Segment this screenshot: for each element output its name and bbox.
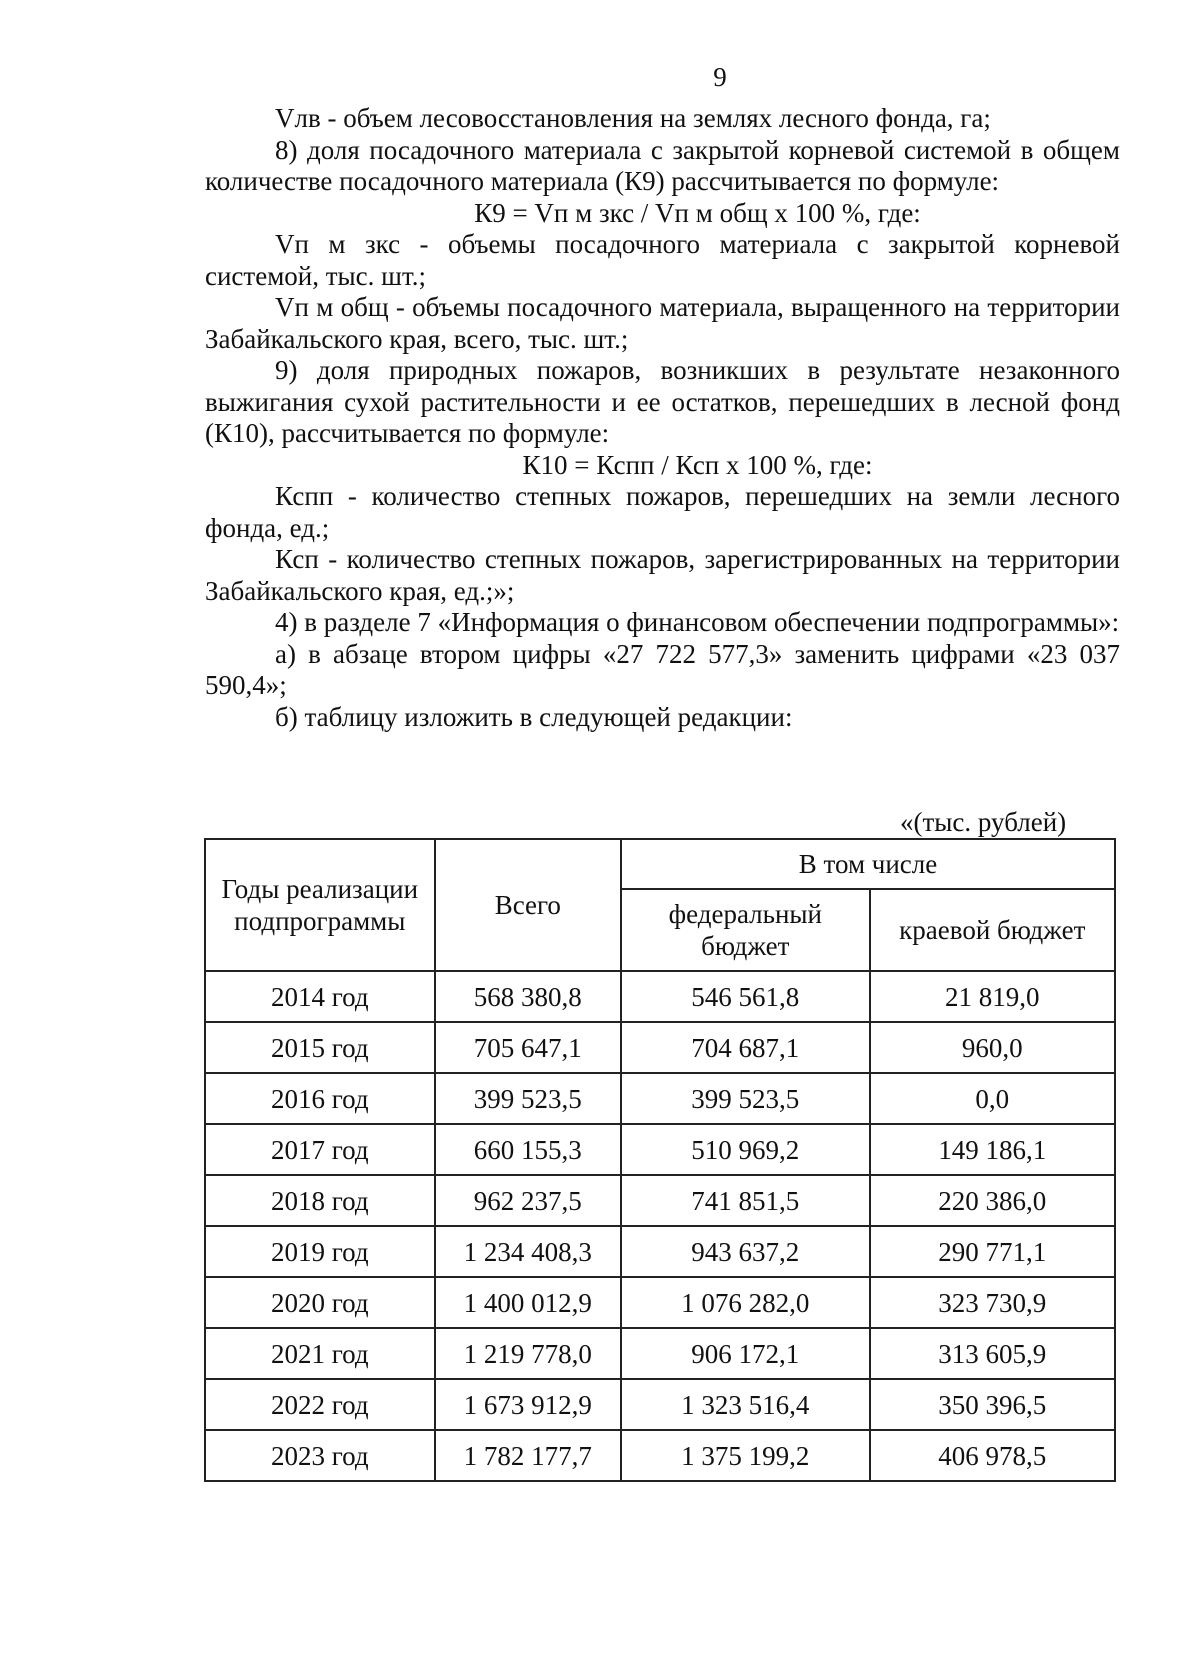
table-row — [205, 1277, 1115, 1328]
cell-regional: 350 396,5 — [870, 1379, 1115, 1430]
paragraph-item-9: 9) доля природных пожаров, возникших в результате незаконного выжигания сухой растительности и ее остатков, перешедших в лесной фонд (К10), рассчитывается по формуле: — [205, 355, 1120, 448]
cell-federal: 510 969,2 — [621, 1124, 870, 1175]
table-row — [205, 1175, 1115, 1226]
header-federal: федеральный бюджет — [621, 889, 870, 971]
table-row — [205, 1430, 1115, 1481]
cell-year: 2015 год — [205, 1022, 435, 1073]
table-row — [205, 1328, 1115, 1379]
cell-federal: 1 375 199,2 — [621, 1430, 870, 1481]
cell-total: 1 400 012,9 — [435, 1277, 621, 1328]
cell-year: 2023 год — [205, 1430, 435, 1481]
cell-federal: 704 687,1 — [621, 1022, 870, 1073]
cell-year: 2019 год — [205, 1226, 435, 1277]
table-row — [205, 971, 1115, 1022]
cell-federal: 399 523,5 — [621, 1073, 870, 1124]
table-body — [205, 971, 1115, 1481]
table-row — [205, 1379, 1115, 1430]
cell-regional: 960,0 — [870, 1022, 1115, 1073]
cell-regional: 290 771,1 — [870, 1226, 1115, 1277]
cell-regional: 220 386,0 — [870, 1175, 1115, 1226]
page-number-text: 9 — [713, 62, 727, 92]
formula-k10: К10 = Кспп / Ксп х 100 %, где: — [522, 449, 873, 480]
paragraph-kspp: Кспп - количество степных пожаров, перешедших на земли лесного фонда, ед.; — [205, 481, 1120, 543]
cell-regional: 323 730,9 — [870, 1277, 1115, 1328]
paragraph-vpmzks: Vп м зкс - объемы посадочного материала с закрытой корневой системой, тыс. шт.; — [205, 229, 1120, 291]
paragraph-vlv: Vлв - объем лесовосстановления на землях лесного фонда, га; — [275, 103, 991, 133]
cell-total: 660 155,3 — [435, 1124, 621, 1175]
cell-total: 962 237,5 — [435, 1175, 621, 1226]
cell-year: 2016 год — [205, 1073, 435, 1124]
table-row — [205, 1124, 1115, 1175]
table-row — [205, 1022, 1115, 1073]
header-total: Всего — [435, 839, 621, 971]
cell-total: 1 234 408,3 — [435, 1226, 621, 1277]
cell-federal: 1 076 282,0 — [621, 1277, 870, 1328]
cell-regional: 149 186,1 — [870, 1124, 1115, 1175]
paragraph-item-a: а) в абзаце втором цифры «27 722 577,3» заменить цифрами «23 037 590,4»; — [205, 638, 1120, 700]
cell-total: 1 219 778,0 — [435, 1328, 621, 1379]
cell-regional: 21 819,0 — [870, 971, 1115, 1022]
cell-total: 568 380,8 — [435, 971, 621, 1022]
table-units-label: «(тыс. рублей) — [900, 807, 1067, 837]
cell-total: 705 647,1 — [435, 1022, 621, 1073]
cell-federal: 546 561,8 — [621, 971, 870, 1022]
cell-year: 2017 год — [205, 1124, 435, 1175]
cell-total: 399 523,5 — [435, 1073, 621, 1124]
cell-year: 2021 год — [205, 1328, 435, 1379]
cell-regional: 0,0 — [870, 1073, 1115, 1124]
paragraph-item-4: 4) в разделе 7 «Информация о финансовом обеспечении подпрограммы»: — [275, 607, 1120, 637]
cell-regional: 313 605,9 — [870, 1328, 1115, 1379]
page-number — [60, 62, 1200, 93]
cell-federal: 906 172,1 — [621, 1328, 870, 1379]
cell-total: 1 673 912,9 — [435, 1379, 621, 1430]
table-row — [205, 1226, 1115, 1277]
cell-year: 2014 год — [205, 971, 435, 1022]
cell-federal: 1 323 516,4 — [621, 1379, 870, 1430]
table-row — [205, 1073, 1115, 1124]
cell-year: 2022 год — [205, 1379, 435, 1430]
paragraph-ksp: Ксп - количество степных пожаров, зарегистрированных на территории Забайкальского края, ед.;»; — [205, 544, 1120, 606]
budget-table — [204, 838, 1116, 1482]
cell-regional: 406 978,5 — [870, 1430, 1115, 1481]
cell-year: 2018 год — [205, 1175, 435, 1226]
cell-total: 1 782 177,7 — [435, 1430, 621, 1481]
paragraph-item-8: 8) доля посадочного материала с закрытой корневой системой в общем количестве посадочного материала (К9) рассчитывается по формуле: — [205, 134, 1120, 196]
header-years: Годы реализации подпрограммы — [205, 839, 435, 971]
formula-k9: К9 = Vп м зкс / Vп м общ х 100 %, где: — [474, 197, 921, 228]
header-regional: краевой бюджет — [870, 889, 1115, 971]
paragraph-vpmobsh: Vп м общ - объемы посадочного материала, выращенного на территории Забайкальского края, всего, тыс. шт.; — [205, 292, 1120, 354]
cell-federal: 943 637,2 — [621, 1226, 870, 1277]
header-including: В том числе — [621, 839, 1115, 889]
cell-federal: 741 851,5 — [621, 1175, 870, 1226]
cell-year: 2020 год — [205, 1277, 435, 1328]
paragraph-item-b: б) таблицу изложить в следующей редакции: — [275, 701, 793, 732]
body-text — [205, 103, 1120, 733]
